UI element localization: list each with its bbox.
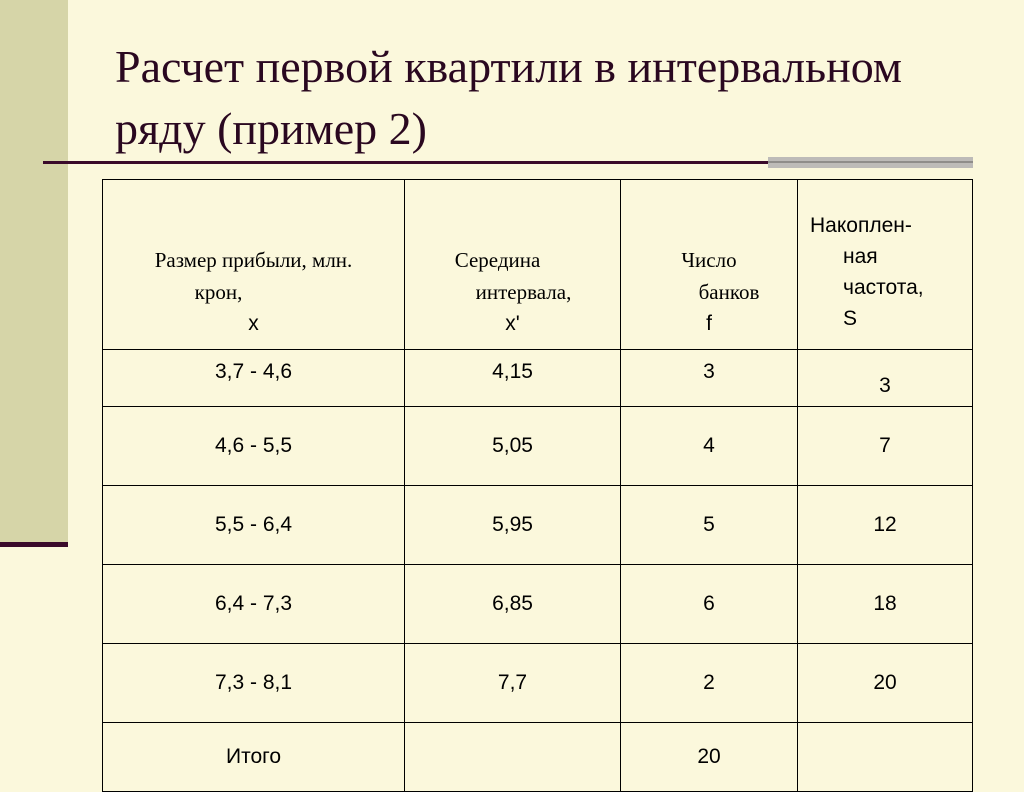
cell-midpoint: 4,15 bbox=[405, 350, 621, 407]
cell-midpoint: 6,85 bbox=[405, 565, 621, 644]
cell-cumulative: 12 bbox=[798, 486, 973, 565]
cell-range: 4,6 - 5,5 bbox=[103, 407, 405, 486]
cell-total-label: Итого bbox=[103, 723, 405, 792]
header-bank-count: Число банков f bbox=[621, 180, 798, 350]
table-row bbox=[103, 407, 973, 486]
header-interval-midpoint: Середина интервала, x' bbox=[405, 180, 621, 350]
cell-midpoint: 5,05 bbox=[405, 407, 621, 486]
cell-count: 4 bbox=[621, 407, 798, 486]
table-row bbox=[103, 350, 973, 407]
cell-count: 2 bbox=[621, 644, 798, 723]
side-decoration-bar bbox=[0, 0, 68, 546]
cell-range: 6,4 - 7,3 bbox=[103, 565, 405, 644]
page-title: Расчет первой квартили в интервальном ряду (пример 2) bbox=[115, 41, 902, 154]
title-underline bbox=[43, 161, 768, 164]
table-header-row bbox=[103, 180, 973, 350]
cell-cumulative: 20 bbox=[798, 644, 973, 723]
cell-cumulative-value: 3 bbox=[879, 374, 891, 397]
header-profit-size: Размер прибыли, млн. крон, x bbox=[103, 180, 405, 350]
cell-midpoint: 7,7 bbox=[405, 644, 621, 723]
data-table bbox=[102, 179, 973, 792]
cell-range: 3,7 - 4,6 bbox=[103, 350, 405, 407]
cell-cumulative bbox=[798, 350, 973, 407]
cell-midpoint: 5,95 bbox=[405, 486, 621, 565]
cell-total-midpoint bbox=[405, 723, 621, 792]
cell-count: 6 bbox=[621, 565, 798, 644]
cell-count: 5 bbox=[621, 486, 798, 565]
cell-range: 5,5 - 6,4 bbox=[103, 486, 405, 565]
cell-cumulative: 7 bbox=[798, 407, 973, 486]
cell-cumulative: 18 bbox=[798, 565, 973, 644]
cell-total-count: 20 bbox=[621, 723, 798, 792]
side-decoration-line bbox=[0, 542, 68, 547]
cell-total-cumulative bbox=[798, 723, 973, 792]
table-row bbox=[103, 644, 973, 723]
title-underline-accent bbox=[768, 157, 973, 168]
table-row bbox=[103, 565, 973, 644]
cell-range: 7,3 - 8,1 bbox=[103, 644, 405, 723]
table-row bbox=[103, 486, 973, 565]
table-total-row bbox=[103, 723, 973, 792]
header-cumulative-frequency: Накоплен- ная частота, S bbox=[798, 180, 973, 350]
cell-count: 3 bbox=[621, 350, 798, 407]
